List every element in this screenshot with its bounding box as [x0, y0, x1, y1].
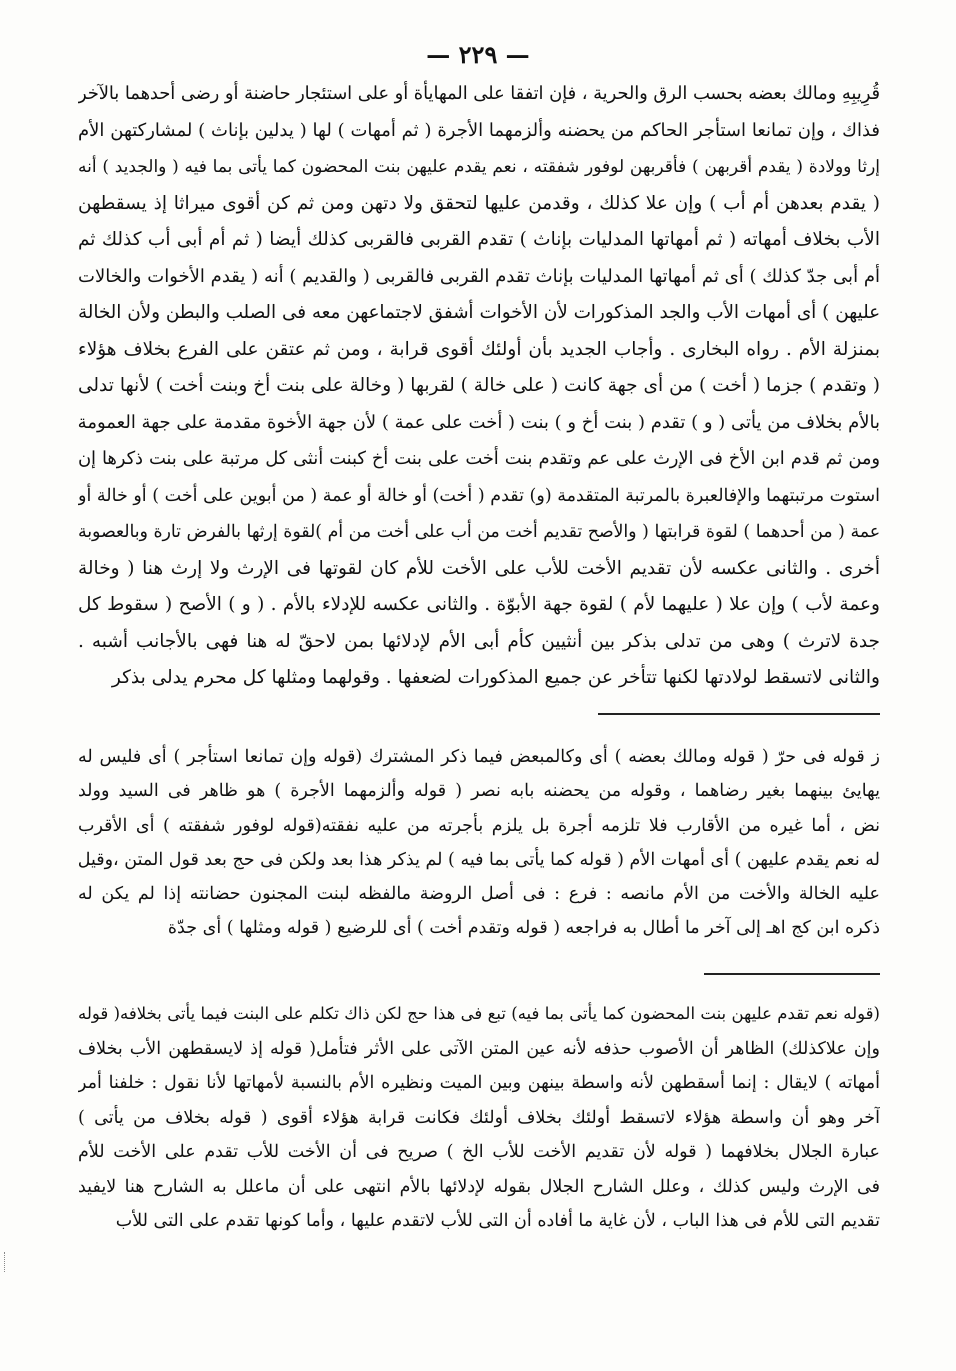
page-number: — ٢٢٩ —	[426, 40, 530, 69]
footnote-line: (قوله نعم تقدم عليهن بنت المحضون كما يأتى بما فيه) تبع فى هذا حج لكن ذاك تكلم على البنت فيما يأتى بخلافه( قوله	[78, 1004, 880, 1023]
main-line: عليهن ) أى أمهات الأب والجد المذكورات لأن الأخوات أشفق لاجتماعهن معه فى الصلب والبطن ولأن الخالة	[78, 302, 880, 323]
main-line: الأب بخلاف أمهاته ( ثم أمهاتها المدليات بإناث ) تقدم القربى فالقربى كذلك أيضا ( ثم أم أبى أب كذلك ثم	[78, 229, 880, 250]
footnote-line: تقديم التى للأم فى هذا الباب ، لأن غاية ما أفاده أن التى للأب لاتقدم عليها ، وأما كونها تقدم على التى للأب	[115, 1211, 880, 1231]
main-line: والثانى لاتسقط لولادتها لكنها تتأخر عن جميع المذكورات لضعفها . وقولهما ومثلها كل محرم يدلى بذكر	[111, 667, 880, 688]
main-line: أم أبى جدّ كذلك ) أى ثم أمهاتها المدليات بإناث تقدم القربى فالقربى ( والقديم ) أنه ( يقدم الأخوات والخالات	[78, 265, 880, 287]
main-line: ( وتقدم ) جزما ( أخت ) من أى جهة كانت ( على خالة ) لقربها ( وخالة على بنت أخ وبنت أخت ) لأنها تدلى	[78, 375, 880, 396]
footnote-line: عبارة الجلال بخلافهما ( قوله لأن تقديم الأخت للأب الخ ) صريح فى أن الأخت للأب تقدم على الأخت للأم	[78, 1142, 880, 1162]
footnote-line: آخر وهو أن واسطة هؤلاء لاتسقط أولئك بخلاف أولئك فكانت قرابة هؤلاء أقوى ( قوله بخلاف من يأتى )	[78, 1107, 880, 1128]
main-line: بالأم بخلاف من يأتى ( و ) تقدم ( بنت أخ و ) بنت ( أخت على عمة ) لأن جهة الأخوة مقدمة على جهة العمومة	[78, 411, 880, 433]
main-line: ( يقدم بعدهن أم أب ) وإن علا كذلك ، وقدمن عليها لتحقق ولا دتهن ومن ثم كن أقوى ميراثا إذ يسقطهن	[78, 192, 880, 214]
main-line: إرثا وولادة ( يقدم أقربهن ) فأقربهن لوفور شفقته ، نعم يقدم عليهن بنت المحضون كما يأتى بما فيه ( والجديد ) أنه	[78, 157, 880, 177]
main-text	[78, 76, 880, 697]
footnote-line: وإن علاكذلك) الظاهر أن الأصوب حذفه لأنه عين المتن الآتى على الأثر فتأمل( قوله إذ لايسقطهن الأب بخلاف	[78, 1038, 880, 1059]
main-line: عمة ( من أحدهما ) لقوة قرابتها ( والأصح تقديم أخت من أب على أخت من أم )لقوة إرثها بالفرض تارة وبالعصوبة	[78, 522, 880, 542]
footnote-divider	[598, 713, 880, 715]
scan-edge-mark	[4, 1252, 7, 1272]
main-line: وعمة لأب ) وإن علا ( عليهما لأم ) لقوة جهة الأبوّة . والثانى عكسه للإدلاء بالأم . ( و ) الأصح ( سقوط كل	[78, 594, 880, 615]
footnote-1	[78, 740, 880, 946]
footnote-line: عليه الخالة والأخت من الأم مانصه : فرع : فى أصل الروضة مالفظه لبنت المجنون حضانته إذا لم يكن له	[78, 884, 880, 905]
main-line: بمنزلة الأم . رواه البخارى . وأجاب الجديد بأن أولئك أقوى قرابة ، ومن ثم عتقن على الفرع بخلاف هؤلاء	[78, 338, 880, 360]
main-line: فذاك ، وإن تمانعا استأجر الحاكم من يحضنه وألزمهما الأجرة ( ثم أمهات ) لها ( يدلين بإناث ) لمشاركتهن الأم	[78, 119, 880, 141]
main-line: أخرى . والثانى عكسه لأن تقديم الأخت للأب على الأخت للأم كان لقوتها فى الإرث ولا إرث هنا ( وخالة	[78, 557, 880, 579]
footnote-divider	[704, 973, 880, 975]
main-line: جدة لاترث ) وهى من تدلى بذكر بين أنثيين كأم أبى الأم لإدلائها بمن لاحقّ له هنا فهى بالأجانب أشبه .	[78, 630, 880, 652]
footnote-line: ذكره ابن كج اهـ إلى آخر ما أطال به فراجعه ( قوله وتقدم أخت ) أى للرضيع ( قوله ومثلها ) أى جدّة	[167, 918, 880, 939]
footnote-2	[78, 997, 880, 1239]
main-line: قُرِيبِهِ ومالك بعضه بحسب الرق والحرية ، فإن اتفقا على المهايأة أو على استئجار حاضنة أو رضى أحدهما بالآخر	[78, 84, 880, 104]
main-line: ومن ثم قدم ابن الأخ فى الإرث على عم وتقدم بنت أخت على بنت أخ كبنت أنثى كل مرتبة على بنت ذكرها إن	[78, 449, 880, 469]
footnote-line: أمهاته ) لايقال : إنما أسقطهن لأنه واسطة بينهن وبين الميت ونظيره الأم بالنسبة لأمهاتها لأنا نقول : خلفنا أمر	[78, 1073, 880, 1093]
footnote-line: له نعم يقدم عليهن ) أى أمهات الأم ( قوله كما يأتى بما فيه ) لم يذكر هذا بعد ولكن فى حج بعد قول المتن ،وقيل	[78, 849, 880, 870]
main-line: استوت مرتبتهما والإفالعبرة بالمرتبة المتقدمة (و) تقدم ( أخت) أو خالة أو عمة ( من أبوين على أخت ) أو خالة أو	[78, 485, 880, 506]
footnote-line: فى الإرث وليس كذلك ، وعلل الشارح الجلال بقوله لإدلائها بالأم انتهى على أن ماعلل به الشارح هنا لايفيد	[78, 1176, 880, 1197]
footnote-line: يهايئ بينهما بغير رضاهما ، وقوله من يحضنه بابه نصر ( قوله وألزمهما الأجرة ) هو ظاهر فى السيد وولد	[78, 781, 880, 802]
footnote-line: نض ، أما غيره من الأقارب فلا تلزمه أجرة بل يلزم بأجرته من عليه نفقته(قوله لوفور شفقته ) أى الأقرب	[78, 815, 880, 836]
footnote-line: ز قوله فى حرّ ( قوله ومالك بعضه ) أى وكالمبعض فيما ذكر المشترك (قوله وإن تمانعا استأجر ) أى فليس له	[78, 747, 880, 767]
